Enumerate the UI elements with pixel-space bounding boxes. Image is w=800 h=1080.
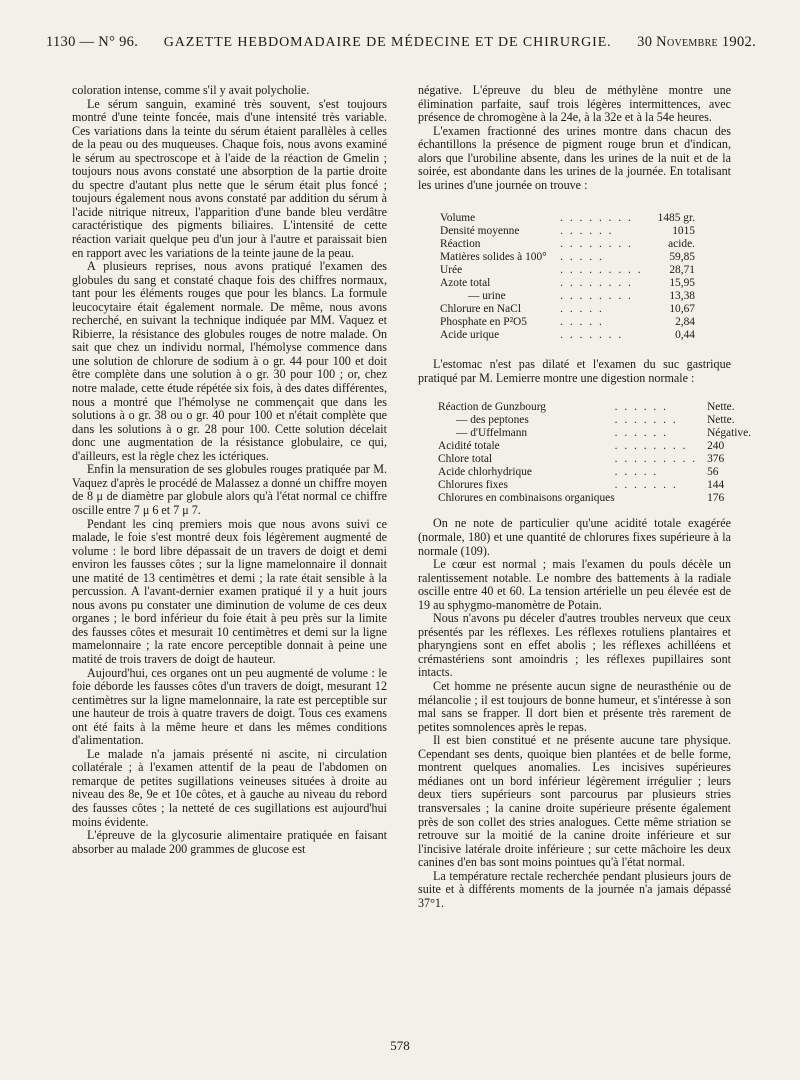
table-label: Chlorures en combinaisons organiques — [438, 492, 615, 505]
table-value: Nette. — [707, 414, 735, 427]
leader-dots: . . . . . — [560, 303, 604, 316]
table-label: Phosphate en P²O5 — [440, 316, 527, 329]
table-value: 376 — [707, 453, 725, 466]
table-value: 13,38 — [669, 290, 695, 303]
table-label: Volume — [440, 212, 476, 225]
table-label: Chlorure en NaCl — [440, 303, 521, 316]
table-value: 28,71 — [669, 264, 695, 277]
leader-dots: . . . . . — [614, 466, 659, 479]
table-value: 56 — [707, 466, 719, 479]
table-label: Matières solides à 100° — [440, 251, 547, 264]
leader-dots: . . . . . . . . — [560, 238, 633, 251]
table-label: Chlore total — [438, 453, 493, 466]
table-value: Négative. — [707, 427, 752, 440]
header-page-number: 1130 — N° 96. — [46, 34, 139, 50]
table-value: acide. — [668, 238, 695, 251]
table-value: 1485 gr. — [657, 212, 695, 225]
table-row — [440, 290, 695, 303]
paragraph: coloration intense, comme s'il y avait polycholie. — [72, 83, 310, 97]
table-row — [438, 479, 751, 492]
table-label: Chlorures fixes — [438, 479, 508, 492]
paragraph: L'examen fractionné des urines montre dans chacun des échantillons la présence de pigment rouge brun et d'indican, alors que l'urobiline absente, dans les urines de la nuit et de la soirée, est abondante dans les urines de la journée. En totalisant les urines d'une journée on trouve : — [418, 123, 731, 192]
leader-dots: . . . . . . . . — [560, 290, 633, 303]
table-row — [438, 440, 751, 453]
paragraph: Pendant les cinq premiers mois que nous avons suivi ce malade, le foie s'est montré deux fois légèrement augmenté de volume : le bord libre dépassait de un travers de doigt et demi environ les fausses côtes ; sur la ligne mamelonnaire il donnait une matité de 13 centimètres et demi ; la rate était sensible à la percussion. A l'avant-dernier examen pratiqué il y a huit jours nous avons pu constater une diminution de volume de ces deux organes ; le bord inférieur du foie était à peu près sur la limite des fausses côtes et mesurait 10 centimètres et demi sur la ligne mamelonnaire ; la rate encore perceptible donnait à peine une matité de trois travers de doigt de hauteur. — [72, 516, 387, 666]
table-label: Azote total — [440, 277, 491, 290]
left-column — [72, 84, 387, 856]
table-value: 240 — [707, 440, 725, 453]
table-value: 59,85 — [669, 251, 695, 264]
table-row — [440, 303, 695, 316]
table-row — [440, 329, 695, 342]
leader-dots: . . . . . . . . — [614, 440, 688, 453]
paragraph: Le cœur est normal ; mais l'examen du pouls décèle un ralentissement notable. Le nombre des battements à la radiale oscille entre 40 et 60. La tension artérielle un peu élevée est de 19 au sphygmo-manomètre de Potain. — [418, 557, 731, 612]
table-row — [438, 453, 751, 466]
table-value: 144 — [707, 479, 725, 492]
table-row — [440, 277, 695, 290]
table-row — [440, 251, 695, 264]
leader-dots: . . . . . . . — [614, 479, 678, 492]
table-label: Urée — [440, 264, 463, 277]
table-value: 176 — [707, 492, 725, 505]
table-value: 0,44 — [675, 329, 695, 342]
table-label: Densité moyenne — [440, 225, 520, 238]
table-label: Acide chlorhydrique — [438, 466, 532, 479]
table-value: 15,95 — [669, 277, 695, 290]
table-row — [440, 264, 695, 277]
running-header — [46, 34, 756, 58]
table-label: Réaction de Gunzbourg — [438, 401, 546, 414]
leader-dots: . . . . . . . . . — [560, 264, 643, 277]
paragraph: Aujourd'hui, ces organes ont un peu augmenté de volume : le foie déborde les fausses côtes d'un travers de doigt, mesurant 12 centimètres sur la ligne mamelonnaire, la rate est perceptible sur une hauteur de trois à quatre travers de doigt. Tous ces examens ont été faits à la même heure et dans les mêmes conditions d'alimentation. — [72, 665, 387, 748]
table-row — [440, 238, 695, 251]
right-column — [418, 83, 752, 910]
header-date: 30 Novembre 1902. — [637, 34, 756, 50]
leader-dots: . . . . . . . — [560, 329, 624, 342]
paragraph: Le sérum sanguin, examiné très souvent, s'est toujours montré d'une teinte foncée, mais d'une intensité très variable. Ces variations dans la teinte du sérum étaient parallèles à celles de la peau ou des muqueuses. Chaque fois, nous avons examiné le sérum au spectroscope et à l'aide de la réaction de Gmelin ; toujours nous avons constaté une absorption de la partie droite du spectre d'autant plus nette que le sérum était plus foncé ; toujours également nous avons constaté par addition du sérum à l'acide nitrique nitreux, l'apparition d'une bande bleu verdâtre caractéristique des pigments biliaires. L'intensité de cette réaction variait quelque peu d'un jour à l'autre et paraissait bien en rapport avec les variations de la teinte jaune de la peau. — [72, 96, 387, 260]
table-row — [440, 225, 695, 238]
paragraph: Enfin la mensuration de ses globules rouges pratiquée par M. Vaquez d'après le procédé de Malassez a donné un chiffre moyen de 8 μ de diamètre par globule alors qu'à l'état normal ce chiffre oscille entre 7 μ 6 et 7 μ 7. — [72, 462, 387, 517]
header-journal-title: GAZETTE HEBDOMADAIRE DE MÉDECINE ET DE CHIRURGIE. — [163, 35, 612, 50]
leader-dots: . . . . . — [560, 251, 604, 264]
table-label: — des peptones — [456, 414, 529, 427]
table-row — [438, 466, 751, 479]
table-row — [438, 401, 751, 414]
paragraph: Le malade n'a jamais présenté ni ascite, ni circulation collatérale ; à l'examen attentif de la peau de l'abdomen on remarque de petites sugillations veineuses situées à droite au niveau des 8e, 9e et 10e côtes, et à gauche au niveau du rebord des fausses côtes ; la netteté de ces sugillations est aujourd'hui moins évidente. — [72, 746, 387, 829]
table-value: 10,67 — [669, 303, 695, 316]
paragraph: On ne note de particulier qu'une acidité totale exagérée (normale, 180) et une quantité de chlorures fixes supérieure à la normale (109). — [418, 516, 731, 558]
table-row — [438, 414, 751, 427]
table-label: — urine — [468, 290, 506, 303]
leader-dots — [615, 492, 697, 505]
table-row — [440, 316, 695, 329]
table-row — [440, 212, 695, 225]
paragraph: Il est bien constitué et ne présente aucune tare physique. Cependant ses dents, quoique bien plantées et de belle forme, montrent quelques anomalies. Les incisives supérieures médianes ont un bord inférieur légèrement irrégulier ; leurs deux tiers supérieurs sont parcourus par plusieurs stries transversales ; la canine droite supérieure présente également près de son collet des stries analogues. Cette même striation se retrouve sur la moitié de la canine droite inférieure et sur l'incisive latérale droite inférieure ; sur cette mâchoire les deux canines d'en bas sont moins pointues qu'à l'état normal. — [418, 733, 731, 870]
table-label: Acide urique — [440, 329, 500, 342]
paragraph: Cet homme ne présente aucun signe de neurasthénie ou de mélancolie ; il est toujours de bonne humeur, et s'intéresse à son mal sans se frapper. Il dort bien et présente très rarement de petites somnolences après le repas. — [418, 679, 731, 734]
table-value: 1015 — [672, 225, 695, 238]
leader-dots: . . . . . — [560, 316, 604, 329]
page-folio: 578 — [390, 1038, 410, 1053]
paragraph: négative. L'épreuve du bleu de méthylène montre une élimination parfaite, sauf trois légères intermittences, avec présence de chromogène à la 24e, à la 32e et à la 54e heures. — [418, 83, 731, 125]
leader-dots: . . . . . . — [560, 225, 614, 238]
table-label: — d'Uffelmann — [456, 427, 528, 440]
table-label: Réaction — [440, 238, 481, 251]
table-row — [438, 492, 751, 505]
paragraph: L'épreuve de la glycosurie alimentaire pratiquée en faisant absorber au malade 200 grammes de glucose est — [72, 828, 387, 856]
gastric-juice-table — [438, 401, 751, 505]
table-label: Acidité totale — [438, 440, 500, 453]
leader-dots: . . . . . . . . — [560, 212, 633, 225]
leader-dots: . . . . . . . . . — [614, 453, 698, 466]
table-value: Nette. — [707, 401, 735, 414]
paragraph: La température rectale recherchée pendant plusieurs jours de suite et à différents moments de la journée n'a jamais dépassé 37°1. — [418, 868, 731, 910]
paragraph: A plusieurs reprises, nous avons pratiqué l'examen des globules du sang et constaté chaque fois des chiffres normaux, tant pour les éléments rouges que pour les blancs. La formule leucocytaire était également normale. De même, nous avons recherché, en suivant la technique indiquée par MM. Vaquez et Ribierre, la résistance des globules rouges de notre malade. On sait que chez un individu normal, l'hémolyse commence dans une solution de chlorure de sodium à o gr. 44 pour 100 et doit être complète dans une solution à o gr. 30 pour 100 ; or, chez notre malade, cette étude répétée six fois, à des dates différentes, nous a montré que l'hémolyse ne commençait que dans les solutions à o gr. 38 ou o gr. 40 pour 100 et n'était complète que dans les solutions à o gr. 28 pour 100. Cette solution décelait donc une augmentation de la résistance globulaire, ce qui, d'ailleurs, est la règle chez les ictériques. — [72, 259, 387, 463]
paragraph: Nous n'avons pu déceler d'autres troubles nerveux que ceux présentés par les réflexes. Les réflexes rotuliens plantaires et pharyngiens sont en effet abolis ; les réflexes achilléens et crémastériens sont amoindris ; les réflexes pupillaires sont intacts. — [418, 611, 731, 680]
paragraph: L'estomac n'est pas dilaté et l'examen du suc gastrique pratiqué par M. Lemierre montre une digestion normale : — [418, 357, 731, 385]
leader-dots: . . . . . . . — [614, 414, 678, 427]
leader-dots: . . . . . . . . — [560, 277, 633, 290]
urine-analysis-table — [440, 212, 695, 342]
leader-dots: . . . . . . — [614, 427, 668, 440]
table-row — [438, 427, 751, 440]
table-value: 2,84 — [675, 316, 695, 329]
leader-dots: . . . . . . — [614, 401, 668, 414]
